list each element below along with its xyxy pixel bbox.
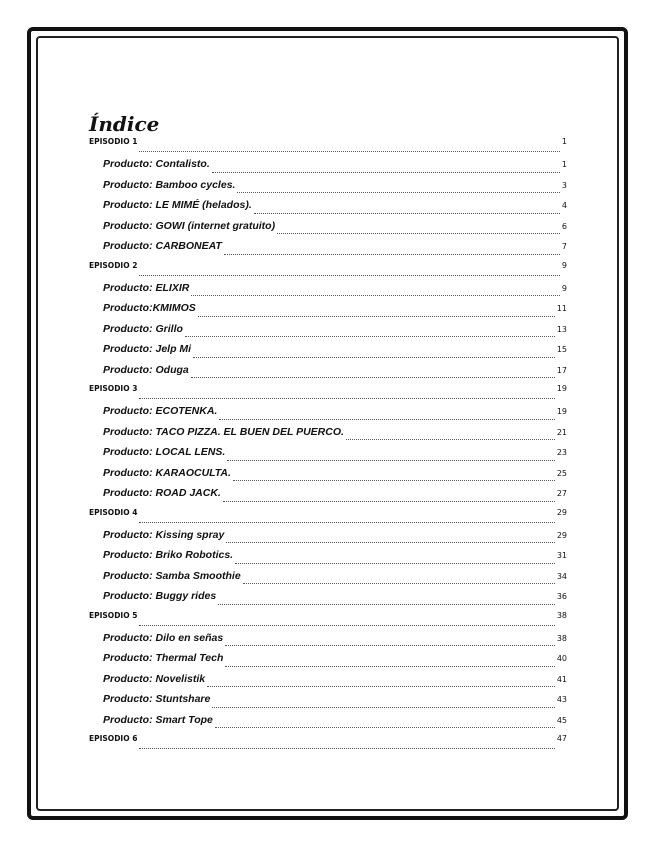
toc-entry-label: Producto: TACO PIZZA. EL BUEN DEL PUERCO.: [103, 425, 344, 438]
toc-entry-label: Producto: LE MIMÉ (helados).: [103, 199, 252, 211]
toc-page-number: 23: [556, 448, 567, 457]
toc-page-number: 31: [556, 551, 567, 560]
toc-page-number: 7: [561, 242, 567, 251]
toc-entry-label: Producto: Dilo en señas: [103, 631, 224, 644]
toc-page-number: 17: [556, 365, 567, 375]
toc-entry-label: Producto: ECOTENKA.: [103, 405, 218, 417]
toc-episode-entry[interactable]: [89, 734, 567, 755]
toc-page-number: 43: [556, 695, 567, 704]
toc-product-entry[interactable]: [89, 179, 567, 200]
toc-page-number: 1: [561, 160, 567, 169]
toc-entry-label: Producto: Briko Robotics.: [103, 549, 234, 561]
toc-page-number: 1: [561, 137, 567, 146]
toc-dot-leader: [139, 275, 559, 276]
toc-entry-label: Producto: GOWI (internet gratuito): [103, 219, 276, 232]
toc-dot-leader: [139, 522, 554, 523]
toc-dot-leader: [191, 377, 555, 378]
toc-episode-entry[interactable]: [89, 137, 567, 158]
toc-entry-label: Producto: Buggy rides: [103, 590, 217, 602]
toc-product-entry[interactable]: [89, 446, 567, 467]
toc-page-number: 3: [561, 180, 567, 190]
toc-entry-label: EPISODIO 4: [89, 507, 138, 517]
toc-dot-leader: [215, 727, 555, 728]
toc-episode-entry[interactable]: [89, 508, 567, 529]
toc-dot-leader: [207, 686, 555, 687]
toc-product-entry[interactable]: [89, 364, 567, 385]
toc-entry-label: EPISODIO 6: [89, 734, 138, 743]
toc-entry-label: Producto: Stuntshare: [103, 693, 211, 705]
toc-dot-leader: [139, 625, 554, 626]
toc-page-number: 29: [556, 530, 567, 540]
toc-entry-label: Producto: Samba Smoothie: [103, 569, 241, 582]
toc-product-entry[interactable]: [89, 220, 567, 241]
toc-page-number: 11: [556, 304, 567, 313]
toc-dot-leader: [235, 563, 555, 564]
toc-page-number: 13: [556, 324, 567, 334]
toc-product-entry[interactable]: [89, 632, 567, 653]
toc-page-number: 19: [556, 384, 567, 393]
toc-page-number: 4: [561, 201, 567, 210]
toc-entry-label: Producto: Novelistik: [103, 672, 206, 685]
toc-product-entry[interactable]: [89, 570, 567, 591]
toc-product-entry[interactable]: [89, 199, 567, 220]
toc-dot-leader: [193, 357, 555, 358]
toc-page-number: 27: [556, 489, 567, 498]
toc-entry-label: EPISODIO 1: [89, 137, 138, 146]
toc-entry-label: Producto: Grillo: [103, 322, 183, 335]
toc-product-entry[interactable]: [89, 693, 567, 714]
toc-episode-entry[interactable]: [89, 384, 567, 405]
toc-entry-label: Producto: Kissing spray: [103, 528, 225, 541]
index-title: Índice: [89, 112, 160, 136]
toc-dot-leader: [225, 666, 554, 667]
toc-dot-leader: [223, 501, 555, 502]
toc-product-entry[interactable]: [89, 343, 567, 364]
toc-product-entry[interactable]: [89, 323, 567, 344]
toc-page-number: 45: [556, 715, 567, 725]
toc-page-number: 21: [556, 427, 567, 437]
toc-product-entry[interactable]: [89, 467, 567, 488]
toc-dot-leader: [139, 748, 554, 749]
toc-dot-leader: [212, 172, 560, 173]
toc-page-number: 47: [556, 734, 567, 743]
toc-dot-leader: [224, 254, 560, 255]
toc-entry-label: Producto: KARAOCULTA.: [103, 466, 231, 479]
toc-dot-leader: [233, 480, 555, 481]
toc-entry-label: Producto: Bamboo cycles.: [103, 178, 236, 191]
toc-dot-leader: [226, 542, 554, 543]
toc-dot-leader: [254, 213, 560, 214]
toc-dot-leader: [277, 233, 560, 234]
toc-product-entry[interactable]: [89, 549, 567, 570]
toc-dot-leader: [227, 460, 555, 461]
toc-product-entry[interactable]: [89, 405, 567, 426]
toc-entry-label: Producto: Contalisto.: [103, 158, 210, 170]
toc-entry-label: EPISODIO 3: [89, 384, 138, 393]
toc-entry-label: Producto: Jelp Mi: [103, 343, 192, 355]
toc-product-entry[interactable]: [89, 240, 567, 261]
toc-page-number: 34: [556, 571, 567, 581]
toc-product-entry[interactable]: [89, 529, 567, 550]
toc-entry-label: Producto: Smart Tope: [103, 713, 213, 726]
toc-product-entry[interactable]: [89, 590, 567, 611]
toc-entry-label: EPISODIO 2: [89, 260, 138, 270]
toc-page-number: 6: [561, 221, 567, 231]
toc-entry-label: Producto: ROAD JACK.: [103, 487, 221, 499]
toc-entry-label: Producto: Oduga: [103, 363, 189, 376]
toc-entry-label: Producto: ELIXIR: [103, 281, 190, 294]
toc-dot-leader: [243, 583, 555, 584]
toc-page-number: 25: [556, 468, 567, 478]
toc-product-entry[interactable]: [89, 302, 567, 323]
toc-page-number: 19: [556, 407, 567, 416]
toc-page-number: 38: [556, 610, 567, 620]
toc-page-number: 38: [556, 633, 567, 643]
toc-page-number: 40: [556, 654, 567, 663]
toc-dot-leader: [218, 604, 555, 605]
toc-dot-leader: [198, 316, 555, 317]
toc-dot-leader: [219, 419, 554, 420]
toc-dot-leader: [237, 192, 559, 193]
toc-entry-label: Producto: Thermal Tech: [103, 652, 224, 664]
toc-product-entry[interactable]: [89, 282, 567, 303]
toc-entry-label: Producto:KMIMOS: [103, 302, 196, 314]
toc-dot-leader: [139, 151, 559, 152]
toc-product-entry[interactable]: [89, 652, 567, 673]
toc-page-number: 36: [556, 592, 567, 601]
toc-episode-entry[interactable]: [89, 611, 567, 632]
toc-dot-leader: [212, 707, 554, 708]
toc-product-entry[interactable]: [89, 673, 567, 694]
toc-dot-leader: [139, 398, 554, 399]
toc-episode-entry[interactable]: [89, 261, 567, 282]
toc-dot-leader: [346, 439, 555, 440]
toc-product-entry[interactable]: [89, 714, 567, 735]
toc-page-number: 29: [556, 507, 567, 517]
toc-page-number: 9: [561, 260, 567, 270]
toc-product-entry[interactable]: [89, 426, 567, 447]
toc-entry-label: Producto: LOCAL LENS.: [103, 446, 226, 458]
table-of-contents: [89, 137, 567, 755]
toc-page-number: 9: [561, 283, 567, 293]
toc-product-entry[interactable]: [89, 487, 567, 508]
toc-dot-leader: [225, 645, 555, 646]
toc-page-number: 15: [556, 345, 567, 354]
toc-product-entry[interactable]: [89, 158, 567, 179]
toc-dot-leader: [185, 336, 555, 337]
toc-entry-label: EPISODIO 5: [89, 610, 138, 620]
toc-entry-label: Producto: CARBONEAT: [103, 240, 222, 252]
toc-page-number: 41: [556, 674, 567, 684]
toc-dot-leader: [191, 295, 560, 296]
